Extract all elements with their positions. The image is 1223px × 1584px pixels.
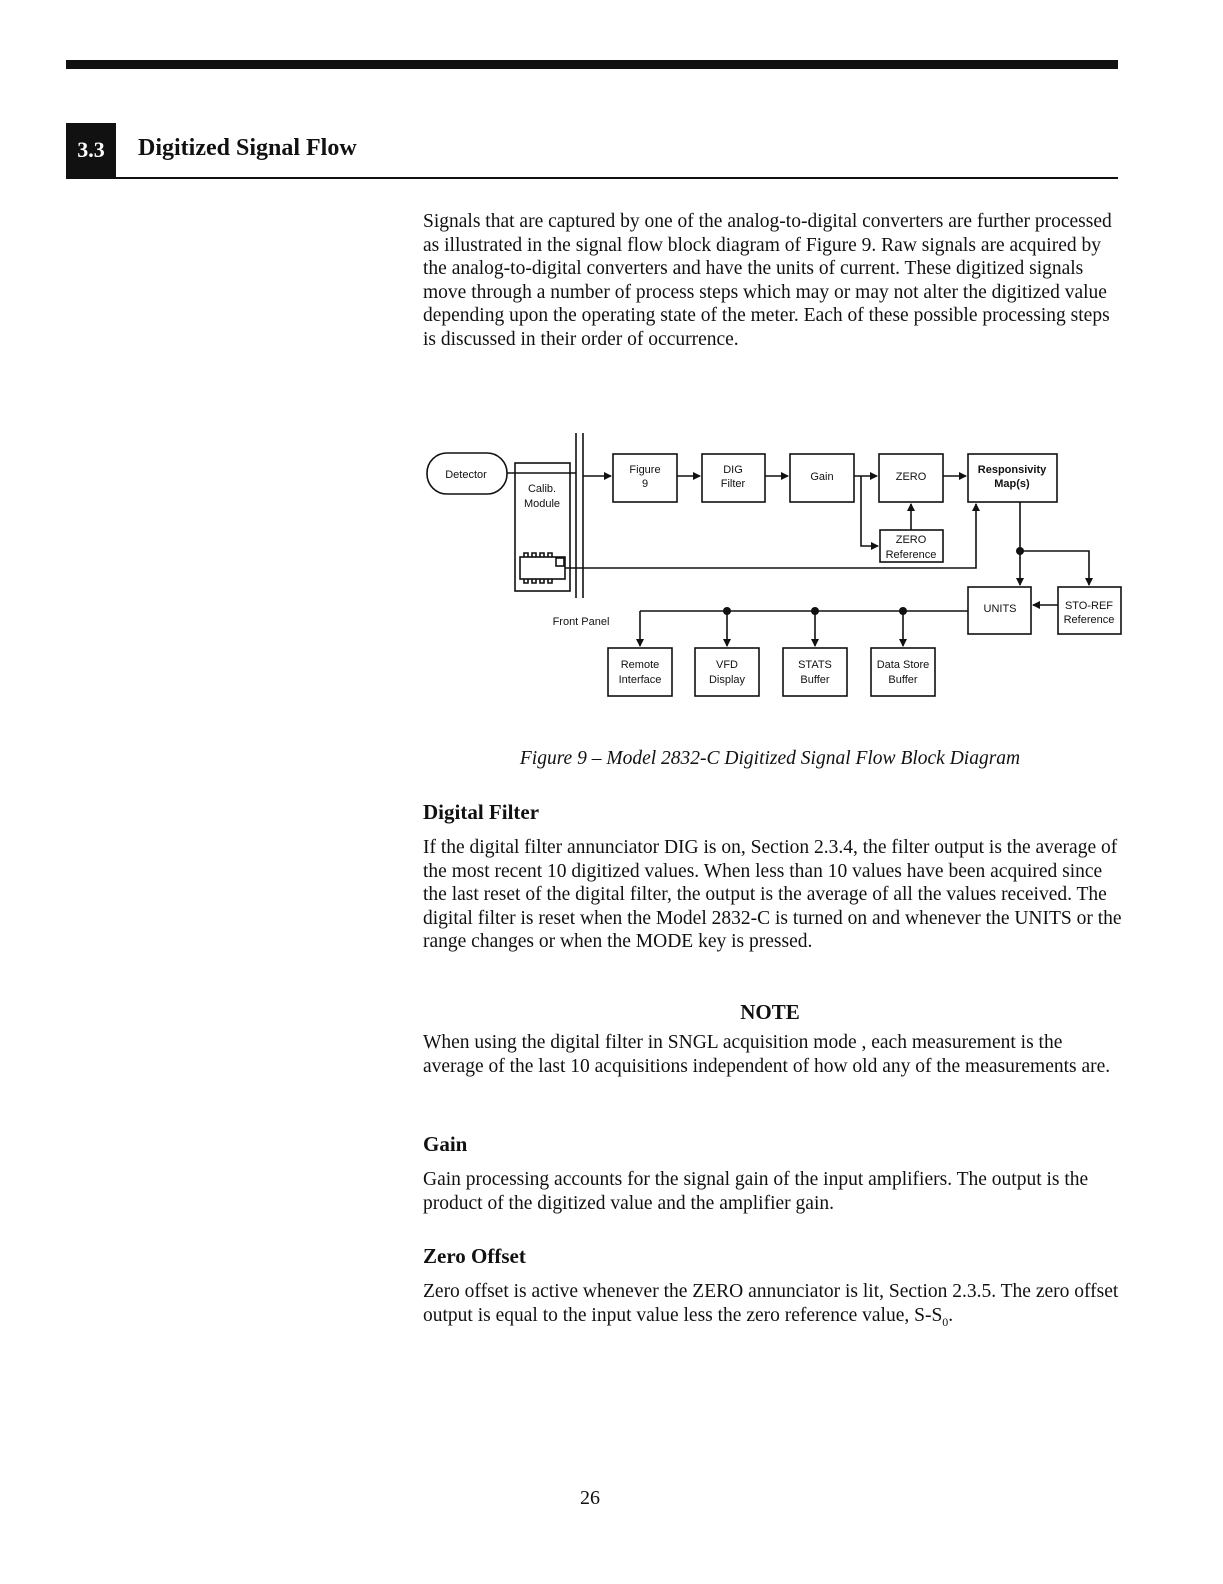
page-number: 26 bbox=[580, 1487, 600, 1509]
sto-ref-label-2: Reference bbox=[1063, 614, 1115, 626]
zero-offset-text: Zero offset is active whenever the ZERO annunciator is lit, Section 2.3.5. The zero offset output is equal to the input value less the zero reference value, S-S bbox=[423, 1281, 1119, 1326]
remote-interface-block bbox=[608, 648, 672, 696]
zero-offset-tail: . bbox=[948, 1304, 954, 1326]
data-store-label-2: Buffer bbox=[888, 674, 918, 686]
remote-label-1: Remote bbox=[620, 659, 660, 671]
responsivity-label-2: Map(s) bbox=[994, 478, 1030, 490]
detector-label: Detector bbox=[445, 469, 487, 481]
section-number: 3.3 bbox=[66, 123, 116, 177]
responsivity-label-1: Responsivity bbox=[977, 464, 1047, 476]
intro-paragraph: Signals that are captured by one of the analog-to-digital converters are further processed as illustrated in the signal flow block diagram of Figure 9. Raw signals are acquired by the analog-to-digital converters and have the units of current. These digitized signals move through a number of process steps which may or may not alter the digitized value depending upon the operating state of the meter. Each of these possible processing steps is discussed in their order of occurrence. bbox=[423, 211, 1112, 350]
vfd-display-block bbox=[695, 648, 759, 696]
figure-caption: Figure 9 – Model 2832-C Digitized Signal Flow Block Diagram bbox=[519, 748, 1021, 769]
gain-body: Gain processing accounts for the signal gain of the input amplifiers. The output is the product of the digitized value and the amplifier gain. bbox=[423, 1169, 1089, 1214]
gain-label: Gain bbox=[810, 471, 834, 483]
zero-ref-label-2: Reference bbox=[885, 549, 937, 561]
sto-ref-label-1: STO-REF bbox=[1064, 600, 1114, 612]
dig-label-1: DIG bbox=[723, 464, 743, 476]
calib-label-1: Calib. bbox=[527, 483, 557, 495]
stats-label-1: STATS bbox=[798, 659, 832, 671]
digital-filter-body: If the digital filter annunciator DIG is on, Section 2.3.4, the filter output is the average of the most recent 10 digitized values. When less than 10 values have been acquired since the last reset of the digital filter, the output is the average of all the values received. The digital filter is reset when the Model 2832-C is turned on and whenever the UNITS or the range changes or when the MODE key is pressed. bbox=[423, 837, 1122, 952]
note-body: When using the digital filter in SNGL acquisition mode , each measurement is the average of the last 10 acquisitions independent of how old any of the measurements are. bbox=[423, 1032, 1111, 1077]
vfd-label-2: Display bbox=[708, 674, 746, 686]
data-store-buffer-block bbox=[871, 648, 935, 696]
note-heading: NOTE bbox=[740, 1000, 800, 1024]
zero-label: ZERO bbox=[895, 471, 927, 483]
stats-label-2: Buffer bbox=[800, 674, 830, 686]
units-label: UNITS bbox=[983, 603, 1017, 615]
zero-offset-heading: Zero Offset bbox=[423, 1244, 526, 1268]
zero-ref-label-1: ZERO bbox=[895, 534, 927, 546]
section-title: Digitized Signal Flow bbox=[138, 135, 357, 161]
figure-label-1: Figure bbox=[629, 464, 661, 476]
gain-heading: Gain bbox=[423, 1132, 468, 1156]
zero-offset-subscript: 0 bbox=[942, 1314, 949, 1329]
dig-label-2: Filter bbox=[720, 478, 746, 490]
digital-filter-heading: Digital Filter bbox=[423, 800, 540, 824]
data-store-label-1: Data Store bbox=[876, 659, 930, 671]
calib-label-2: Module bbox=[523, 498, 561, 510]
front-panel-label: Front Panel bbox=[552, 616, 610, 628]
stats-buffer-block bbox=[783, 648, 847, 696]
vfd-label-1: VFD bbox=[716, 659, 738, 671]
chip-icon bbox=[520, 557, 565, 579]
figure-label-2: 9 bbox=[641, 478, 649, 490]
zero-offset-body bbox=[423, 1280, 1123, 1334]
remote-label-2: Interface bbox=[618, 674, 662, 686]
signal-flow-diagram bbox=[0, 0, 1223, 720]
